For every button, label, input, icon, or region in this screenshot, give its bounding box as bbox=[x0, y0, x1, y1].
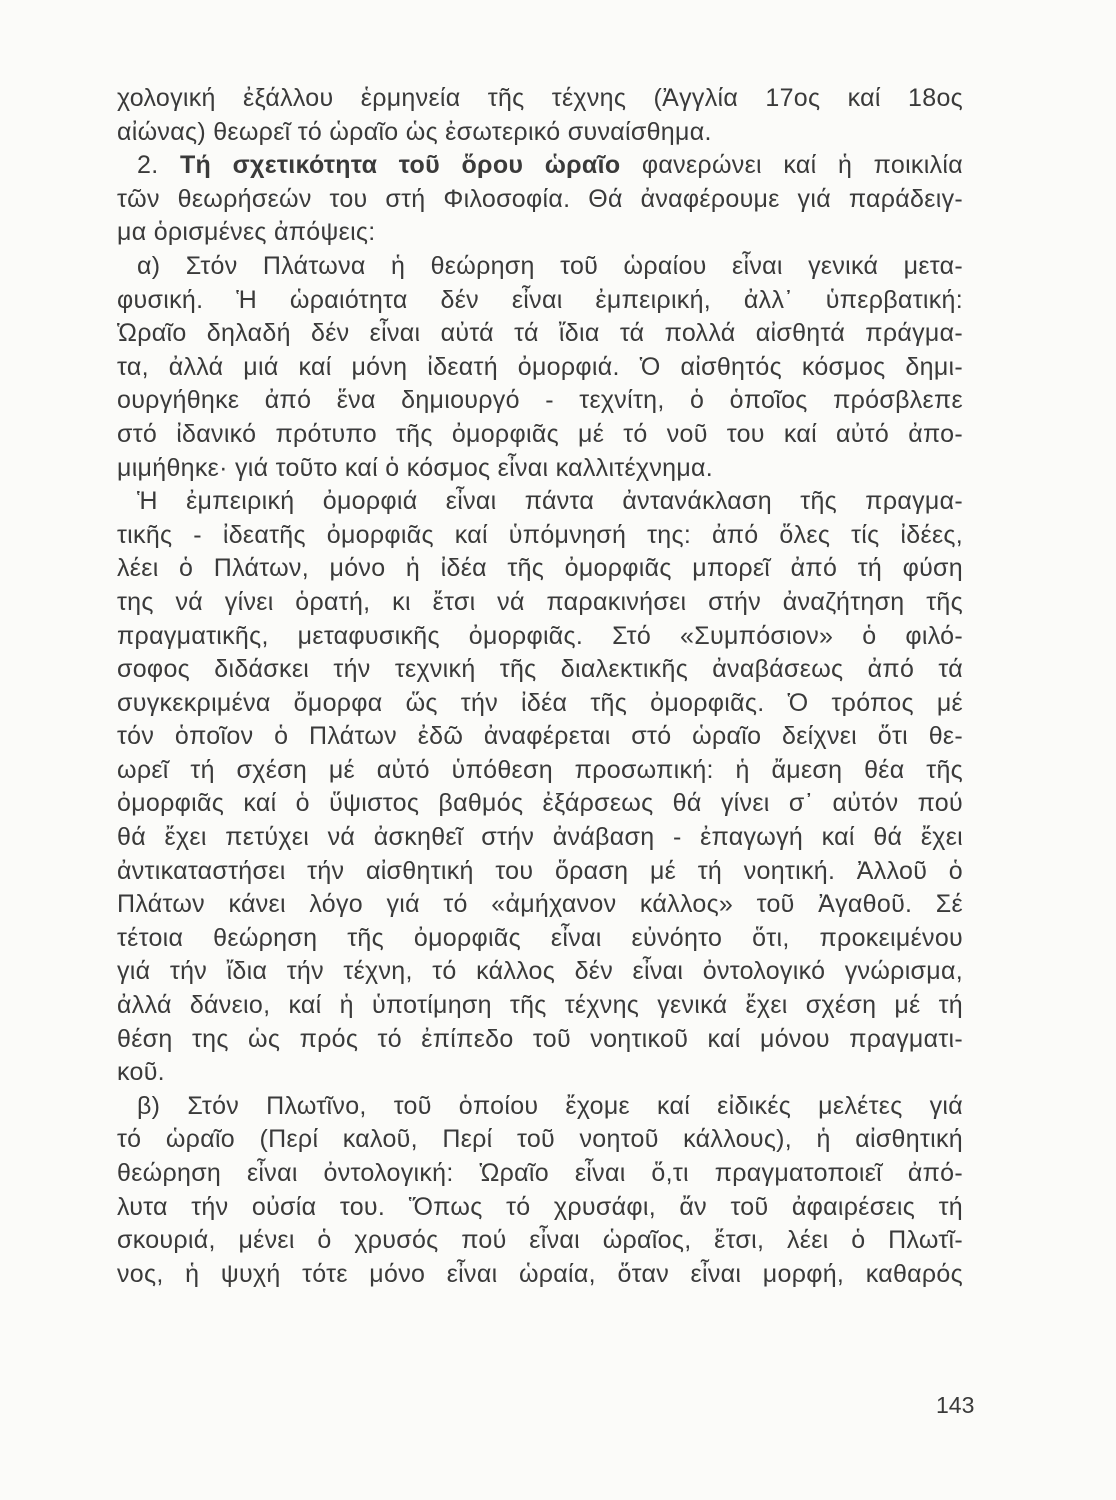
text-line: ουργήθηκε ἀπό ἕνα δημιουργό - τεχνίτη, ὁ ὁποῖος πρόσβλεπε bbox=[117, 386, 963, 415]
page-number: 143 bbox=[936, 1392, 975, 1418]
text-line: της νά γίνει ὁρατή, κι ἔτσι νά παρακινήσει στήν ἀναζήτηση τῆς bbox=[117, 587, 963, 616]
text-line: β) Στόν Πλωτῖνο, τοῦ ὁποίου ἔχομε καί εἰδικές μελέτες γιά bbox=[137, 1091, 963, 1120]
text-line: σκουριά, μένει ὁ χρυσός πού εἶναι ὡραῖος, ἔτσι, λέει ὁ Πλωτῖ- bbox=[117, 1226, 963, 1255]
section-number: 2. bbox=[137, 151, 159, 180]
section-heading: Τή σχετικότητα τοῦ ὅρου ὡραῖο bbox=[179, 151, 621, 180]
text-line: θά ἔχει πετύχει νά ἀσκηθεῖ στήν ἀνάβαση - ἐπαγωγή καί θά ἔχει bbox=[117, 823, 963, 852]
text-line: τα, ἀλλά μιά καί μόνη ἰδεατή ὀμορφιά. Ὁ αἰσθητός κόσμος δημι- bbox=[117, 352, 963, 381]
text-line: ἀντικαταστήσει τήν αἰσθητική του ὅραση μέ τή νοητική. Ἀλλοῦ ὁ bbox=[117, 856, 963, 885]
text-line: τῶν θεωρήσεών του στή Φιλοσοφία. Θά ἀναφέρουμε γιά παράδειγ- bbox=[117, 184, 963, 213]
text-line: Πλάτων κάνει λόγο γιά τό «ἀμήχανον κάλλος» τοῦ Ἀγαθοῦ. Σέ bbox=[117, 890, 963, 919]
text-line: α) Στόν Πλάτωνα ἡ θεώρηση τοῦ ὡραίου εἶναι γενικά μετα- bbox=[137, 251, 963, 280]
text-line: κοῦ. bbox=[117, 1058, 165, 1087]
text-line: τικῆς - ἰδεατῆς ὀμορφιᾶς καί ὑπόμνησή της: ἀπό ὅλες τίς ἰδέες, bbox=[117, 520, 963, 549]
text-line: Ὡραῖο δηλαδή δέν εἶναι αὐτά τά ἴδια τά πολλά αἰσθητά πράγμα- bbox=[117, 319, 963, 348]
text-line: θεώρηση εἶναι ὀντολογική: Ὡραῖο εἶναι ὅ,τι πραγματοποιεῖ ἀπό- bbox=[117, 1159, 963, 1187]
text-line: λυτα τήν οὐσία του. Ὅπως τό χρυσάφι, ἄν τοῦ ἀφαιρέσεις τή bbox=[117, 1192, 963, 1221]
text-line: θέση της ὡς πρός τό ἐπίπεδο τοῦ νοητικοῦ καί μόνου πραγματι- bbox=[117, 1024, 963, 1053]
text-line: φανερώνει καί ἡ ποικιλία bbox=[641, 151, 963, 180]
text-line: νος, ἡ ψυχή τότε μόνο εἶναι ὡραία, ὅταν εἶναι μορφή, καθαρός bbox=[117, 1259, 963, 1288]
text-line: Ἡ ἐμπειρική ὀμορφιά εἶναι πάντα ἀντανάκλαση τῆς πραγμα- bbox=[137, 487, 963, 516]
text-line: λέει ὁ Πλάτων, μόνο ἡ ἰδέα τῆς ὀμορφιᾶς μπορεῖ ἀπό τή φύση bbox=[117, 554, 963, 583]
text-line: ὀμορφιᾶς καί ὁ ὕψιστος βαθμός ἐξάρσεως θά γίνει σ᾿ αὐτόν πού bbox=[117, 789, 963, 818]
text-line: σοφος διδάσκει τήν τεχνική τῆς διαλεκτικῆς ἀναβάσεως ἀπό τά bbox=[117, 655, 963, 684]
body-text bbox=[117, 82, 963, 1291]
text-line: ἀλλά δάνειο, καί ἡ ὑποτίμηση τῆς τέχνης γενικά ἔχει σχέση μέ τή bbox=[117, 991, 963, 1020]
text-line: μα ὁρισμένες ἀπόψεις: bbox=[117, 218, 376, 247]
section-heading-line bbox=[117, 149, 963, 183]
text-line: χολογική ἐξάλλου ἑρμηνεία τῆς τέχνης (Ἀγγλία 17ος καί 18ος bbox=[117, 84, 963, 112]
text-line: τό ὡραῖο (Περί καλοῦ, Περί τοῦ νοητοῦ κάλλους), ἡ αἰσθητική bbox=[117, 1125, 963, 1154]
text-line: φυσική. Ἡ ὡραιότητα δέν εἶναι ἐμπειρική, ἀλλ᾿ ὑπερβατική: bbox=[117, 285, 963, 314]
text-line: τόν ὁποῖον ὁ Πλάτων ἐδῶ ἀναφέρεται στό ὡραῖο δείχνει ὅτι θε- bbox=[117, 722, 963, 751]
text-line: συγκεκριμένα ὄμορφα ὥς τήν ἰδέα τῆς ὀμορφιᾶς. Ὁ τρόπος μέ bbox=[117, 688, 963, 717]
text-line: στό ἰδανικό πρότυπο τῆς ὀμορφιᾶς μέ τό νοῦ του καί αὐτό ἀπο- bbox=[117, 419, 963, 448]
text-line: αἰώνας) θεωρεῖ τό ὡραῖο ὡς ἐσωτερικό συναίσθημα. bbox=[117, 117, 712, 146]
text-line: ωρεῖ τή σχέση μέ αὐτό ὑπόθεση προσωπική: ἡ ἄμεση θέα τῆς bbox=[117, 755, 963, 784]
text-line: μιμήθηκε· γιά τοῦτο καί ὁ κόσμος εἶναι καλλιτέχνημα. bbox=[117, 453, 714, 482]
text-line: πραγματικῆς, μεταφυσικῆς ὀμορφιᾶς. Στό «Συμπόσιον» ὁ φιλό- bbox=[117, 621, 963, 650]
text-line: γιά τήν ἴδια τήν τέχνη, τό κάλλος δέν εἶναι ὀντολογικό γνώρισμα, bbox=[117, 957, 963, 986]
text-line: τέτοια θεώρηση τῆς ὀμορφιᾶς εἶναι εὐνόητο ὅτι, προκειμένου bbox=[117, 923, 963, 952]
